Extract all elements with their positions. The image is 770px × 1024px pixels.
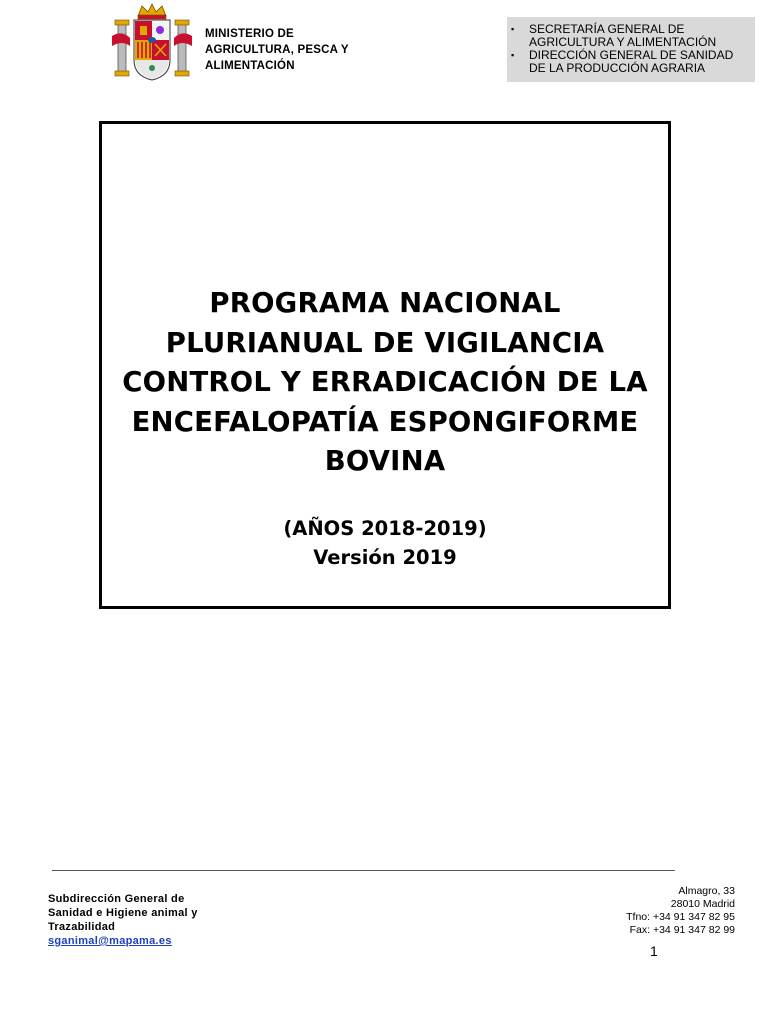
- document-title: [102, 284, 668, 482]
- department-item: [511, 49, 755, 75]
- address-line: 28010 Madrid: [670, 898, 735, 910]
- coat-of-arms-icon: [108, 2, 196, 84]
- bullet-icon: ▪: [511, 24, 515, 34]
- department-line: DIRECCIÓN GENERAL DE SANIDAD: [529, 48, 734, 62]
- footer-address: [626, 885, 735, 937]
- email-link[interactable]: sganimal@mapama.es: [48, 935, 172, 947]
- address-line: Almagro, 33: [678, 885, 735, 897]
- title-line: CONTROL Y ERRADICACIÓN DE LA: [122, 366, 648, 398]
- title-line: PLURIANUAL DE VIGILANCIA: [165, 326, 605, 359]
- ministry-name: [205, 26, 405, 74]
- address-line: Fax: +34 91 347 82 99: [629, 924, 735, 936]
- department-line: DE LA PRODUCCIÓN AGRARIA: [529, 61, 706, 75]
- department-box: [507, 17, 755, 82]
- title-line: ENCEFALOPATÍA ESPONGIFORME: [131, 405, 639, 438]
- footer-line: Sanidad e Higiene animal y: [48, 907, 198, 919]
- address-line: Tfno: +34 91 347 82 95: [626, 911, 735, 923]
- ministry-line: ALIMENTACIÓN: [205, 60, 295, 72]
- title-line: BOVINA: [324, 445, 446, 477]
- cover-title-box: [99, 121, 671, 609]
- department-item: [511, 23, 755, 49]
- bullet-icon: ▪: [511, 50, 515, 60]
- footer-department: [48, 892, 268, 948]
- years-label: (AÑOS 2018-2019): [283, 517, 487, 540]
- footer-divider: [52, 870, 675, 871]
- version-label: Versión 2019: [313, 546, 457, 569]
- footer-line: Subdirección General de: [48, 893, 185, 905]
- department-line: AGRICULTURA Y ALIMENTACIÓN: [529, 35, 717, 49]
- ministry-line: AGRICULTURA, PESCA Y: [205, 44, 349, 56]
- document-subtitle: [102, 514, 668, 572]
- page-number: 1: [650, 943, 658, 959]
- department-line: SECRETARÍA GENERAL DE: [529, 22, 685, 36]
- title-line: PROGRAMA NACIONAL: [209, 287, 561, 319]
- footer-line: Trazabilidad: [48, 921, 116, 933]
- ministry-line: MINISTERIO DE: [205, 28, 294, 40]
